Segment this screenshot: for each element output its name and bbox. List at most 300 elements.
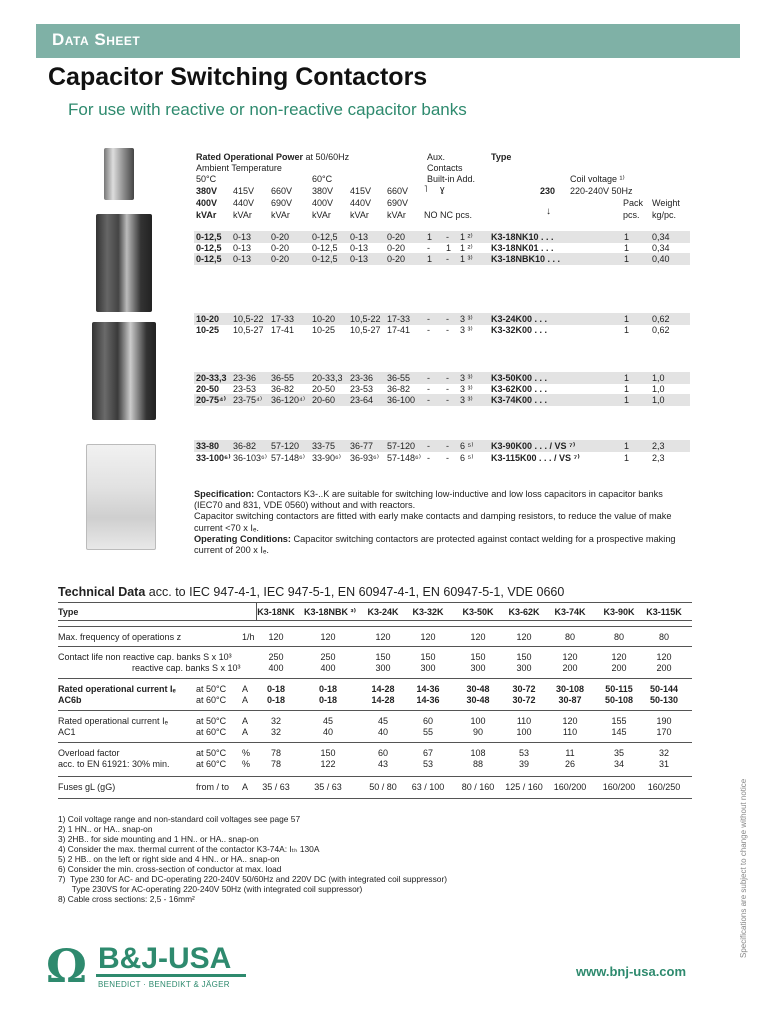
table-rule (58, 646, 692, 647)
tech-cell: 160/250 (647, 782, 681, 792)
header-banner (36, 24, 740, 58)
voltage-label: 690V (271, 198, 293, 208)
tech-cell: 110 (516, 716, 532, 726)
unit-label: kVAr (387, 210, 406, 220)
tech-cell: 35 (613, 748, 624, 758)
tech-title: Technical Data acc. to IEC 947-4-1, IEC 947-5-1, EN 60947-4-1, EN 60947-5-1, VDE 0660 (58, 585, 565, 599)
weight-value: 0,62 (652, 314, 670, 324)
spec-cell: 23-75⁴⁾ (233, 395, 263, 405)
voltage-label: 440V (350, 198, 372, 208)
tech-row-unit-2: % (242, 759, 251, 769)
unit-label: kVAr (196, 210, 217, 220)
type-code: K3-18NBK10 . . . (491, 254, 561, 264)
tech-row-condition: at 50°C (196, 716, 227, 726)
tech-cell: 160/200 (602, 782, 636, 792)
weight-value: 1,0 (652, 395, 665, 405)
tech-cell: 120 (420, 632, 436, 642)
product-image-k3-50 (92, 322, 156, 420)
unit-label: kVAr (350, 210, 369, 220)
tech-cell: 30-72 (512, 684, 536, 694)
spec-cell: 0-13 (350, 254, 369, 264)
unit-label: kVAr (312, 210, 331, 220)
tech-cell: 26 (564, 759, 575, 769)
pack-value: 1 (624, 254, 630, 264)
tech-cell: 60 (377, 748, 388, 758)
footnote: 4) Consider the max. thermal current of the contactor K3-74A: Iₜₕ 130A (58, 844, 320, 854)
tech-cell: 250 (320, 652, 336, 662)
aux-head-3: Built-in Add. (427, 174, 476, 184)
weight-value: 1,0 (652, 373, 665, 383)
tech-row-label-2: reactive cap. banks S x 10³ (132, 663, 241, 673)
tech-cell: 0-18 (266, 695, 285, 705)
tech-row-label: Rated operational current Iₑ (58, 684, 176, 694)
spec-cell: 23-36 (350, 373, 374, 383)
tech-cell: 300 (516, 663, 532, 673)
type-code: K3-24K00 . . . (491, 314, 548, 324)
spec-cell: 0-20 (271, 254, 290, 264)
spec-cell: 0-13 (233, 243, 252, 253)
tech-cell: 50-115 (605, 684, 633, 694)
footnotes (58, 814, 447, 904)
type-code: K3-74K00 . . . (491, 395, 548, 405)
tech-column-header: K3-50K (462, 607, 494, 617)
spec-cell: 20-50 (312, 384, 336, 394)
spec-cell: 0-13 (233, 232, 252, 242)
tech-cell: 120 (470, 632, 486, 642)
tech-row-unit-2: A (242, 695, 249, 705)
spec-cell: 0-12,5 (312, 254, 338, 264)
pack-value: 1 (624, 453, 630, 463)
aux-head-2: Contacts (427, 163, 463, 173)
tech-row-label: Max. frequency of operations z (58, 632, 182, 642)
voltage-label: 400V (312, 198, 334, 208)
spec-cell: 20-50 (196, 384, 220, 394)
page-title: Capacitor Switching Contactors (48, 63, 428, 91)
table-rule (58, 742, 692, 743)
tech-cell: 60 (422, 716, 433, 726)
tech-cell: 108 (470, 748, 486, 758)
spec-cell: 10-25 (312, 325, 336, 335)
spec-cell: 10,5-27 (350, 325, 381, 335)
aux-no: - (427, 314, 430, 324)
tech-row-label: Rated operational current Iₑ (58, 716, 168, 726)
tech-cell: 39 (518, 759, 529, 769)
spec-cell: 0-20 (271, 232, 290, 242)
unit-label: kVAr (271, 210, 290, 220)
weight-value: 0,34 (652, 232, 670, 242)
tech-row-unit: 1/h (242, 632, 255, 642)
spec-cell: 0-13 (350, 232, 369, 242)
weight-value: 1,0 (652, 384, 665, 394)
spec-cell: 10,5-27 (233, 325, 264, 335)
tech-cell: 53 (518, 748, 529, 758)
aux-no: - (427, 441, 430, 451)
tech-cell: 120 (562, 652, 578, 662)
type-code: K3-62K00 . . . (491, 384, 548, 394)
spec-cell: 36-100 (387, 395, 416, 405)
spec-cell: 20-33,3 (312, 373, 343, 383)
spec-paragraph: Specification: Contactors K3-..K are suitable for switching low-inductive and low loss capacitors in capacitor banks (IEC70 and 831, VDE 0560) without and with reactors. (194, 489, 663, 511)
spec-cell: 0-12,5 (312, 243, 338, 253)
row-shade (194, 394, 690, 406)
spec-cell: 36-77 (350, 441, 374, 451)
tech-row-unit: % (242, 748, 251, 758)
tech-cell: 250 (268, 652, 284, 662)
tech-cell: 300 (420, 663, 436, 673)
aux-pcs: 1 ²⁾ (460, 243, 473, 253)
voltage-label: 415V (350, 186, 372, 196)
tech-cell: 150 (420, 652, 436, 662)
tech-cell: 125 / 160 (505, 782, 543, 792)
footnote: Type 230VS for AC-operating 220-240V 50Hz (with integrated coil suppressor) (58, 884, 363, 894)
footnote: 2) 1 HN.. or HA.. snap-on (58, 824, 153, 834)
contact-symbols-icon: ˥ ɣ (424, 184, 445, 194)
voltage-label: 380V (312, 186, 334, 196)
row-shade (194, 372, 690, 384)
tech-row-unit: A (242, 716, 249, 726)
voltage-label: 660V (387, 186, 409, 196)
footnote: 3) 2HB.. for side mounting and 1 HN.. or HA.. snap-on (58, 834, 259, 844)
aux-no: - (427, 243, 430, 253)
tech-cell: 14-36 (416, 684, 440, 694)
logo-subtext: BENEDICT · BENEDIKT & JÄGER (98, 980, 230, 989)
spec-cell: 36-82 (271, 384, 295, 394)
spec-cell: 20-75⁴⁾ (196, 395, 227, 405)
tech-cell: 0-18 (318, 695, 337, 705)
tech-cell: 53 (422, 759, 433, 769)
spec-cell: 23-53 (233, 384, 257, 394)
spec-head-rated: Rated Operational Power at 50/60Hz (196, 152, 350, 162)
pack-value: 1 (624, 325, 630, 335)
pack-head-2: pcs. (623, 210, 640, 220)
footnote: 5) 2 HB.. on the left or right side and 4 HN.. or HA.. snap-on (58, 854, 280, 864)
tech-cell: 34 (613, 759, 624, 769)
tech-row-label: Overload factor (58, 748, 120, 758)
bj-usa-logo (46, 938, 252, 998)
tech-cell: 120 (656, 652, 672, 662)
pack-value: 1 (624, 243, 630, 253)
tech-column-header: K3-18NBK ³⁾ (304, 607, 357, 617)
coil-range: 220-240V 50Hz (570, 186, 633, 196)
spec-cell: 36-55 (387, 373, 411, 383)
tech-cell: 190 (656, 716, 672, 726)
tech-cell: 120 (320, 632, 336, 642)
aux-pcs: 3 ³⁾ (460, 384, 473, 394)
row-shade (194, 253, 690, 265)
spec-cell: 36-82 (387, 384, 411, 394)
tech-cell: 300 (375, 663, 391, 673)
tech-cell: 14-36 (416, 695, 440, 705)
banner-label: Data Sheet (52, 30, 141, 49)
pack-head-1: Pack (623, 198, 644, 208)
aux-nc: - (446, 314, 449, 324)
tech-cell: 35 / 63 (262, 782, 290, 792)
spec-cell: 23-64 (350, 395, 374, 405)
pack-value: 1 (624, 384, 630, 394)
tech-cell: 0-18 (266, 684, 285, 694)
aux-pcs: 3 ³⁾ (460, 325, 473, 335)
tech-cell: 32 (658, 748, 669, 758)
footnote: 7) Type 230 for AC- and DC-operating 220-240V 50/60Hz and 220V DC (with integrated coil suppressor) (58, 874, 448, 884)
aux-cols: NO NC pcs. (424, 210, 473, 220)
footnote: 1) Coil voltage range and non-standard coil voltages see page 57 (58, 814, 301, 824)
tech-cell: 30-48 (466, 695, 490, 705)
tech-cell: 63 / 100 (411, 782, 445, 792)
table-rule (58, 710, 692, 711)
spec-cell: 23-53 (350, 384, 374, 394)
type-code: K3-115K00 . . . / VS ⁷⁾ (491, 453, 580, 463)
spec-head-60c: 60°C (312, 174, 333, 184)
tech-cell: 80 (564, 632, 575, 642)
tech-cell: 50 / 80 (369, 782, 397, 792)
spec-cell: 17-41 (271, 325, 295, 335)
tech-row-condition-2: at 60°C (196, 727, 227, 737)
type-code: K3-50K00 . . . (491, 373, 548, 383)
aux-no: - (427, 325, 430, 335)
pack-value: 1 (624, 441, 630, 451)
tech-cell: 120 (611, 652, 627, 662)
tech-cell: 150 (320, 748, 336, 758)
spec-cell: 20-60 (312, 395, 336, 405)
spec-cell: 57-148⁶⁾ (387, 453, 421, 463)
type-code: K3-90K00 . . . / VS ⁷⁾ (491, 441, 576, 451)
aux-nc: - (446, 395, 449, 405)
tech-cell: 120 (268, 632, 284, 642)
tech-cell: 45 (377, 716, 388, 726)
tech-cell: 88 (472, 759, 483, 769)
voltage-label: 440V (233, 198, 255, 208)
unit-label: kVAr (233, 210, 252, 220)
tech-row-condition-2: at 60°C (196, 695, 227, 705)
tech-row-unit-2: A (242, 727, 249, 737)
tech-cell: 150 (516, 652, 532, 662)
tech-column-header: K3-62K (508, 607, 540, 617)
tech-cell: 200 (611, 663, 627, 673)
spec-cell: 20-33,3 (196, 373, 227, 383)
type-code: K3-18NK01 . . . (491, 243, 554, 253)
tech-cell: 400 (268, 663, 284, 673)
tech-cell: 30-108 (555, 684, 585, 694)
aux-pcs: 3 ³⁾ (460, 395, 473, 405)
tech-column-header: K3-90K (603, 607, 635, 617)
tech-cell: 14-28 (371, 684, 395, 694)
voltage-label: 380V (196, 186, 218, 196)
tech-cell: 50-130 (649, 695, 679, 705)
spec-cell: 36-82 (233, 441, 257, 451)
tech-column-header: K3-24K (367, 607, 399, 617)
spec-cell: 0-20 (387, 243, 406, 253)
tech-type-label: Type (58, 607, 79, 617)
spec-head-ambient: Ambient Temperature (196, 163, 282, 173)
aux-nc: 1 (446, 243, 452, 253)
spec-cell: 23-36 (233, 373, 257, 383)
tech-cell: 40 (322, 727, 333, 737)
spec-cell: 0-20 (387, 232, 406, 242)
aux-no: 1 (427, 254, 433, 264)
table-rule (58, 776, 692, 777)
tech-column-header: K3-115K (646, 607, 682, 617)
aux-no: - (427, 384, 430, 394)
weight-head-1: Weight (652, 198, 680, 208)
coil-230: 230 (540, 186, 556, 196)
aux-head-1: Aux. (427, 152, 446, 162)
voltage-label: 415V (233, 186, 255, 196)
spec-cell: 10-20 (312, 314, 336, 324)
pack-value: 1 (624, 232, 630, 242)
table-rule (58, 678, 692, 679)
operating-conditions: Operating Conditions: Capacitor switching contactors are protected against contact welding for a prospective making current of 200 x Iₑ. (194, 533, 676, 556)
tech-row-label-2: AC6b (58, 695, 82, 705)
spec-cell: 10,5-22 (350, 314, 381, 324)
row-shade (194, 440, 690, 452)
voltage-label: 660V (271, 186, 293, 196)
weight-value: 2,3 (652, 441, 665, 451)
tech-row-label-2: AC1 (58, 727, 76, 737)
spec-cell: 33-75 (312, 441, 336, 451)
table-rule (58, 626, 692, 627)
spec-cell: 10-25 (196, 325, 220, 335)
tech-cell: 120 (562, 716, 578, 726)
voltage-label: 690V (387, 198, 409, 208)
product-image-k3-24 (96, 214, 152, 312)
arrow-down-icon: ↓ (546, 206, 551, 217)
spec-text (194, 489, 692, 556)
logo-text: B&J-USA (98, 942, 232, 975)
tech-row-condition: at 50°C (196, 748, 227, 758)
tech-cell: 122 (320, 759, 336, 769)
table-rule (58, 798, 692, 799)
aux-pcs: 1 ³⁾ (460, 254, 473, 264)
table-rule (58, 602, 692, 603)
svg-text:Ω: Ω (46, 939, 87, 993)
pack-value: 1 (624, 395, 630, 405)
aux-pcs: 1 ²⁾ (460, 232, 473, 242)
tech-cell: 150 (375, 652, 391, 662)
tech-cell: 0-18 (318, 684, 337, 694)
spec-cell: 57-148⁶⁾ (271, 453, 305, 463)
spec-cell: 10,5-22 (233, 314, 264, 324)
spec-cell: 17-33 (271, 314, 295, 324)
aux-pcs: 3 ³⁾ (460, 314, 473, 324)
type-code: K3-32K00 . . . (491, 325, 548, 335)
tech-cell: 50-144 (649, 684, 679, 694)
tech-column-header: K3-74K (554, 607, 586, 617)
spec-cell: 0-13 (233, 254, 252, 264)
tech-cell: 55 (422, 727, 433, 737)
tech-row-condition: from / to (196, 782, 230, 792)
type-head: Type (491, 152, 512, 162)
tech-row-condition: at 50°C (196, 684, 227, 694)
spec-cell: 33-100⁶⁾ (196, 453, 231, 463)
spec-cell: 0-12,5 (196, 232, 222, 242)
tech-row-unit: A (242, 782, 249, 792)
row-shade (194, 313, 690, 325)
tech-row-label: Contact life non reactive cap. banks S x 10³ (58, 652, 232, 662)
tech-cell: 200 (656, 663, 672, 673)
tech-cell: 90 (472, 727, 483, 737)
weight-value: 2,3 (652, 453, 665, 463)
spec-cell: 0-12,5 (312, 232, 338, 242)
weight-value: 0,40 (652, 254, 670, 264)
tech-cell: 45 (322, 716, 333, 726)
aux-no: - (427, 453, 430, 463)
pack-value: 1 (624, 314, 630, 324)
tech-row-condition-2: at 60°C (196, 759, 227, 769)
tech-cell: 100 (516, 727, 532, 737)
tech-cell: 67 (422, 748, 433, 758)
tech-cell: 30-48 (466, 684, 490, 694)
table-rule (58, 620, 692, 621)
tech-cell: 110 (562, 727, 578, 737)
tech-cell: 14-28 (371, 695, 395, 705)
aux-pcs: 3 ³⁾ (460, 373, 473, 383)
product-image-k3-90 (86, 444, 156, 550)
aux-nc: - (446, 325, 449, 335)
tech-cell: 155 (611, 716, 627, 726)
spec-cell: 17-33 (387, 314, 411, 324)
tech-row-label: Fuses gL (gG) (58, 782, 116, 792)
tech-column-header: K3-32K (412, 607, 444, 617)
tech-column-header: K3-18NK (257, 607, 295, 617)
coil-voltage-head: Coil voltage ¹⁾ (570, 174, 625, 184)
spec-cell: 57-120 (387, 441, 416, 451)
tech-cell: 31 (658, 759, 669, 769)
tech-row-unit: A (242, 684, 249, 694)
tech-cell: 11 (565, 748, 575, 758)
spec-cell: 0-13 (350, 243, 369, 253)
spec-paragraph-2: Capacitor switching contactors are fitted with early make contacts and damping resistors, to reduce the value of make current <70 x Iₑ. (194, 511, 672, 533)
tech-cell: 30-72 (512, 695, 536, 705)
row-shade (194, 231, 690, 243)
footnote: 6) Consider the min. cross-section of conductor at max. load (58, 864, 282, 874)
tech-cell: 32 (270, 716, 281, 726)
aux-no: - (427, 395, 430, 405)
tech-cell: 170 (656, 727, 672, 737)
spec-cell: 57-120 (271, 441, 300, 451)
weight-value: 0,62 (652, 325, 670, 335)
tech-cell: 30-87 (558, 695, 582, 705)
tech-cell: 100 (470, 716, 486, 726)
spec-cell: 17-41 (387, 325, 411, 335)
tech-cell: 32 (270, 727, 281, 737)
footnote: 8) Cable cross sections: 2,5 - 16mm² (58, 894, 195, 904)
website-link[interactable]: www.bnj-usa.com (576, 964, 687, 979)
spec-cell: 36-103⁶⁾ (233, 453, 267, 463)
tech-cell: 200 (562, 663, 578, 673)
voltage-label: 400V (196, 198, 218, 208)
tech-cell: 400 (320, 663, 336, 673)
spec-cell: 36-55 (271, 373, 295, 383)
tech-cell: 40 (377, 727, 388, 737)
spec-cell: 0-12,5 (196, 254, 222, 264)
aux-pcs: 6 ⁵⁾ (460, 441, 474, 451)
aux-nc: - (446, 441, 449, 451)
aux-no: 1 (427, 232, 433, 242)
spec-cell: 0-20 (387, 254, 406, 264)
page-subtitle: For use with reactive or non-reactive capacitor banks (68, 100, 467, 119)
tech-cell: 120 (516, 632, 532, 642)
spec-cell: 36-120⁴⁾ (271, 395, 306, 405)
tech-cell: 43 (377, 759, 388, 769)
aux-pcs: 6 ⁵⁾ (460, 453, 474, 463)
aux-no: - (427, 373, 430, 383)
tech-cell: 160/200 (553, 782, 587, 792)
aux-nc: - (446, 254, 449, 264)
product-image-k3-18 (104, 148, 134, 200)
pack-value: 1 (624, 373, 630, 383)
spec-cell: 0-20 (271, 243, 290, 253)
aux-nc: - (446, 453, 449, 463)
